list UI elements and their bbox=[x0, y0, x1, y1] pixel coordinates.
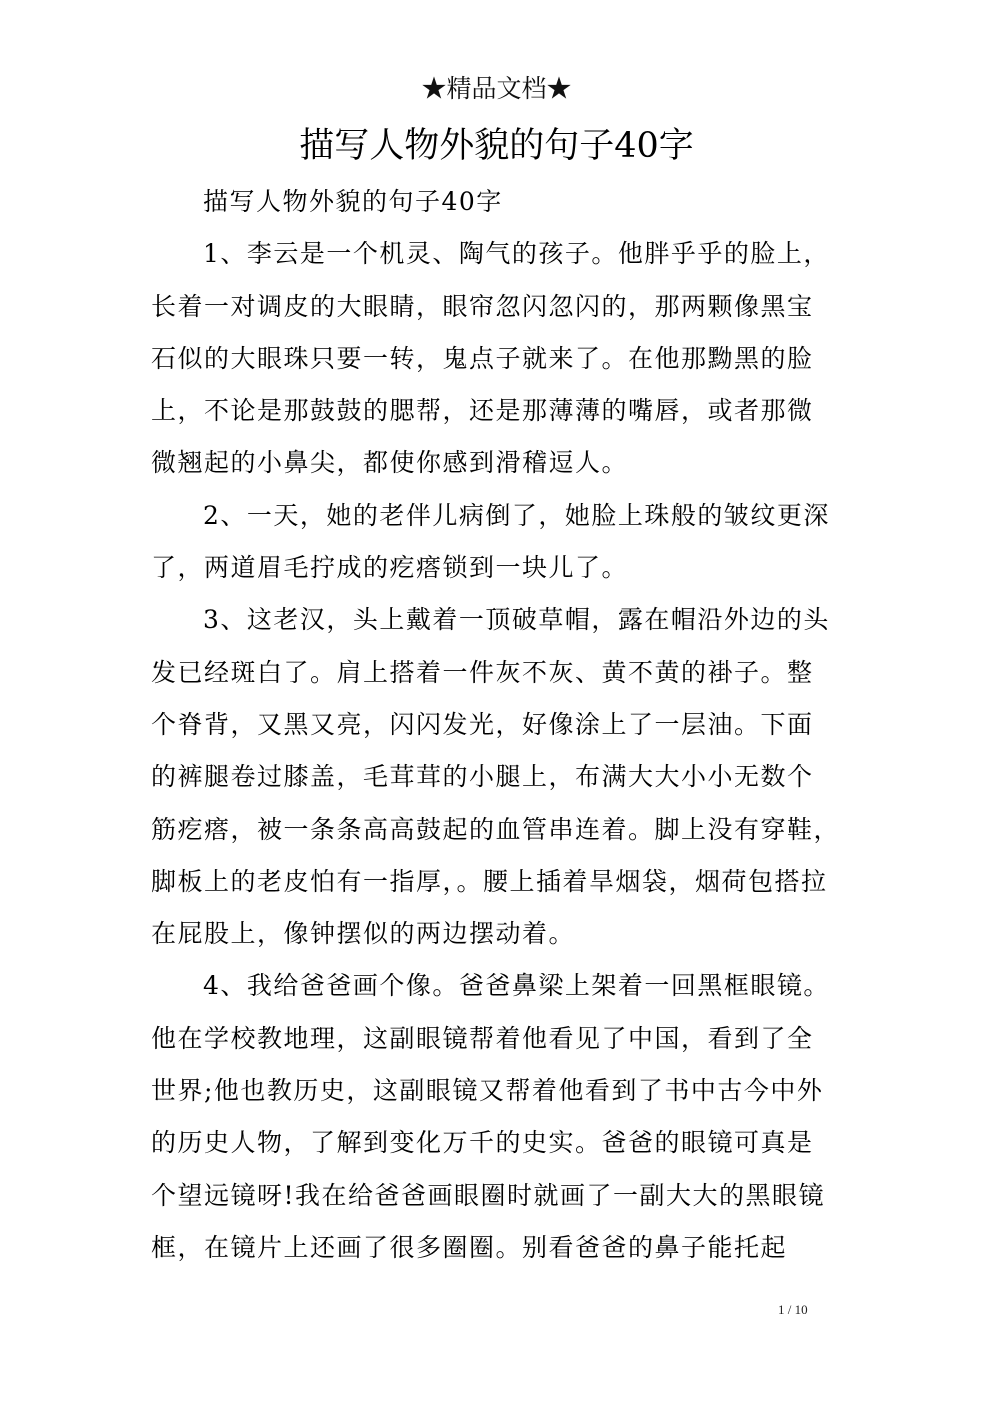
paragraph-2 bbox=[151, 490, 841, 595]
paragraph-line: 框，在镜片上还画了很多圈圈。别看爸爸的鼻子能托起 bbox=[151, 1232, 788, 1262]
paragraph-line: 上，不论是那鼓鼓的腮帮，还是那薄薄的嘴唇，或者那微 bbox=[151, 396, 814, 426]
paragraph-line: 个望远镜呀!我在给爸爸画眼圈时就画了一副大大的黑眼镜 bbox=[151, 1180, 826, 1210]
paragraph-line: 发已经斑白了。肩上搭着一件灰不灰、黄不黄的褂子。整 bbox=[151, 657, 814, 687]
paragraph-line: 他在学校教地理，这副眼镜帮着他看见了中国，看到了全 bbox=[151, 1023, 814, 1053]
paragraph-line: 石似的大眼珠只要一转，鬼点子就来了。在他那黝黑的脸 bbox=[151, 343, 814, 373]
paragraph-line: 3、这老汉，头上戴着一顶破草帽，露在帽沿外边的头 bbox=[203, 605, 830, 635]
document-title: 描写人物外貌的句子40字 bbox=[299, 126, 694, 166]
page-number: 1 / 10 bbox=[778, 1302, 808, 1317]
paragraph-3 bbox=[151, 594, 841, 960]
paragraph-line: 的裤腿卷过膝盖，毛茸茸的小腿上，布满大大小小无数个 bbox=[151, 762, 814, 792]
paragraph-line: 脚板上的老皮怕有一指厚，。腰上插着旱烟袋，烟荷包搭拉 bbox=[151, 866, 828, 896]
paragraph-line: 了，两道眉毛拧成的疙瘩锁到一块儿了。 bbox=[151, 553, 629, 583]
paragraph-line: 微翘起的小鼻尖，都使你感到滑稽逗人。 bbox=[151, 448, 629, 478]
paragraph-4 bbox=[151, 960, 841, 1274]
paragraph-line: 4、我给爸爸画个像。爸爸鼻梁上架着一回黑框眼镜。 bbox=[203, 971, 830, 1001]
paragraph-line: 世界;他也教历史，这副眼镜又帮着他看到了书中古今中外 bbox=[151, 1076, 824, 1106]
paragraph-line: 在屁股上，像钟摆似的两边摆动着。 bbox=[151, 919, 576, 949]
paragraph-line: 长着一对调皮的大眼睛，眼帘忽闪忽闪的，那两颗像黑宝 bbox=[151, 291, 814, 321]
paragraph-line: 个脊背，又黑又亮，闪闪发光，好像涂上了一层油。下面 bbox=[151, 709, 814, 739]
paragraph-line: 的历史人物，了解到变化万千的史实。爸爸的眼镜可真是 bbox=[151, 1128, 814, 1158]
paragraph-1 bbox=[151, 228, 841, 489]
paragraph-line: 筋疙瘩，被一条条高高鼓起的血管串连着。脚上没有穿鞋， bbox=[151, 814, 841, 844]
document-body bbox=[151, 176, 841, 1274]
document-header-mark: ★精品文档★ bbox=[421, 74, 572, 103]
paragraph-line: 2、一天，她的老伴儿病倒了，她脸上珠般的皱纹更深 bbox=[203, 500, 830, 530]
paragraph-line: 1、李云是一个机灵、陶气的孩子。他胖乎乎的脸上， bbox=[203, 239, 830, 269]
document-subtitle: 描写人物外貌的句子40字 bbox=[203, 187, 503, 216]
